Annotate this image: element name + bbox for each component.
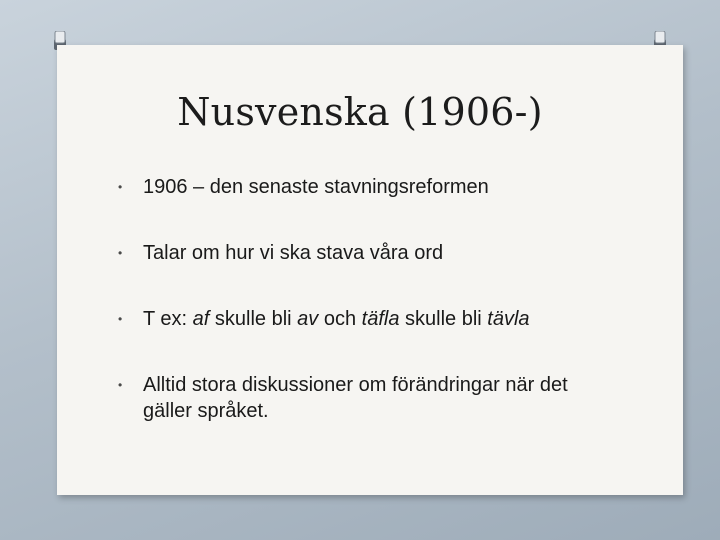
bullet-marker: • [118, 378, 123, 392]
bullet-text: Talar om hur vi ska stava våra ord [143, 242, 444, 264]
bullet-item [118, 306, 588, 332]
bullet-text-part: och [318, 308, 362, 330]
bullet-text-part: T ex: [143, 308, 193, 330]
bullet-text-emphasis: av [297, 308, 319, 330]
bullet-text-emphasis: tävla [487, 308, 530, 330]
bullet-text-part: skulle bli [399, 308, 488, 330]
bullet-item [118, 174, 588, 200]
bullet-item [118, 372, 588, 424]
bullet-text-part: skulle bli [209, 308, 298, 330]
bullet-marker: • [118, 312, 123, 326]
bullet-marker: • [118, 180, 123, 194]
bullet-text-emphasis: af [192, 308, 210, 330]
bullet-text: Alltid stora diskussioner om förändringar när det gäller språket. [143, 374, 568, 422]
bullet-marker: • [118, 246, 123, 260]
bullet-list [118, 170, 588, 424]
bullet-text-emphasis: täfla [361, 308, 400, 330]
bullet-text [143, 308, 530, 330]
bullet-text: 1906 – den senaste stavningsreformen [143, 176, 489, 198]
slide-title: Nusvenska (1906-) [177, 90, 543, 134]
bullet-item [118, 240, 588, 266]
